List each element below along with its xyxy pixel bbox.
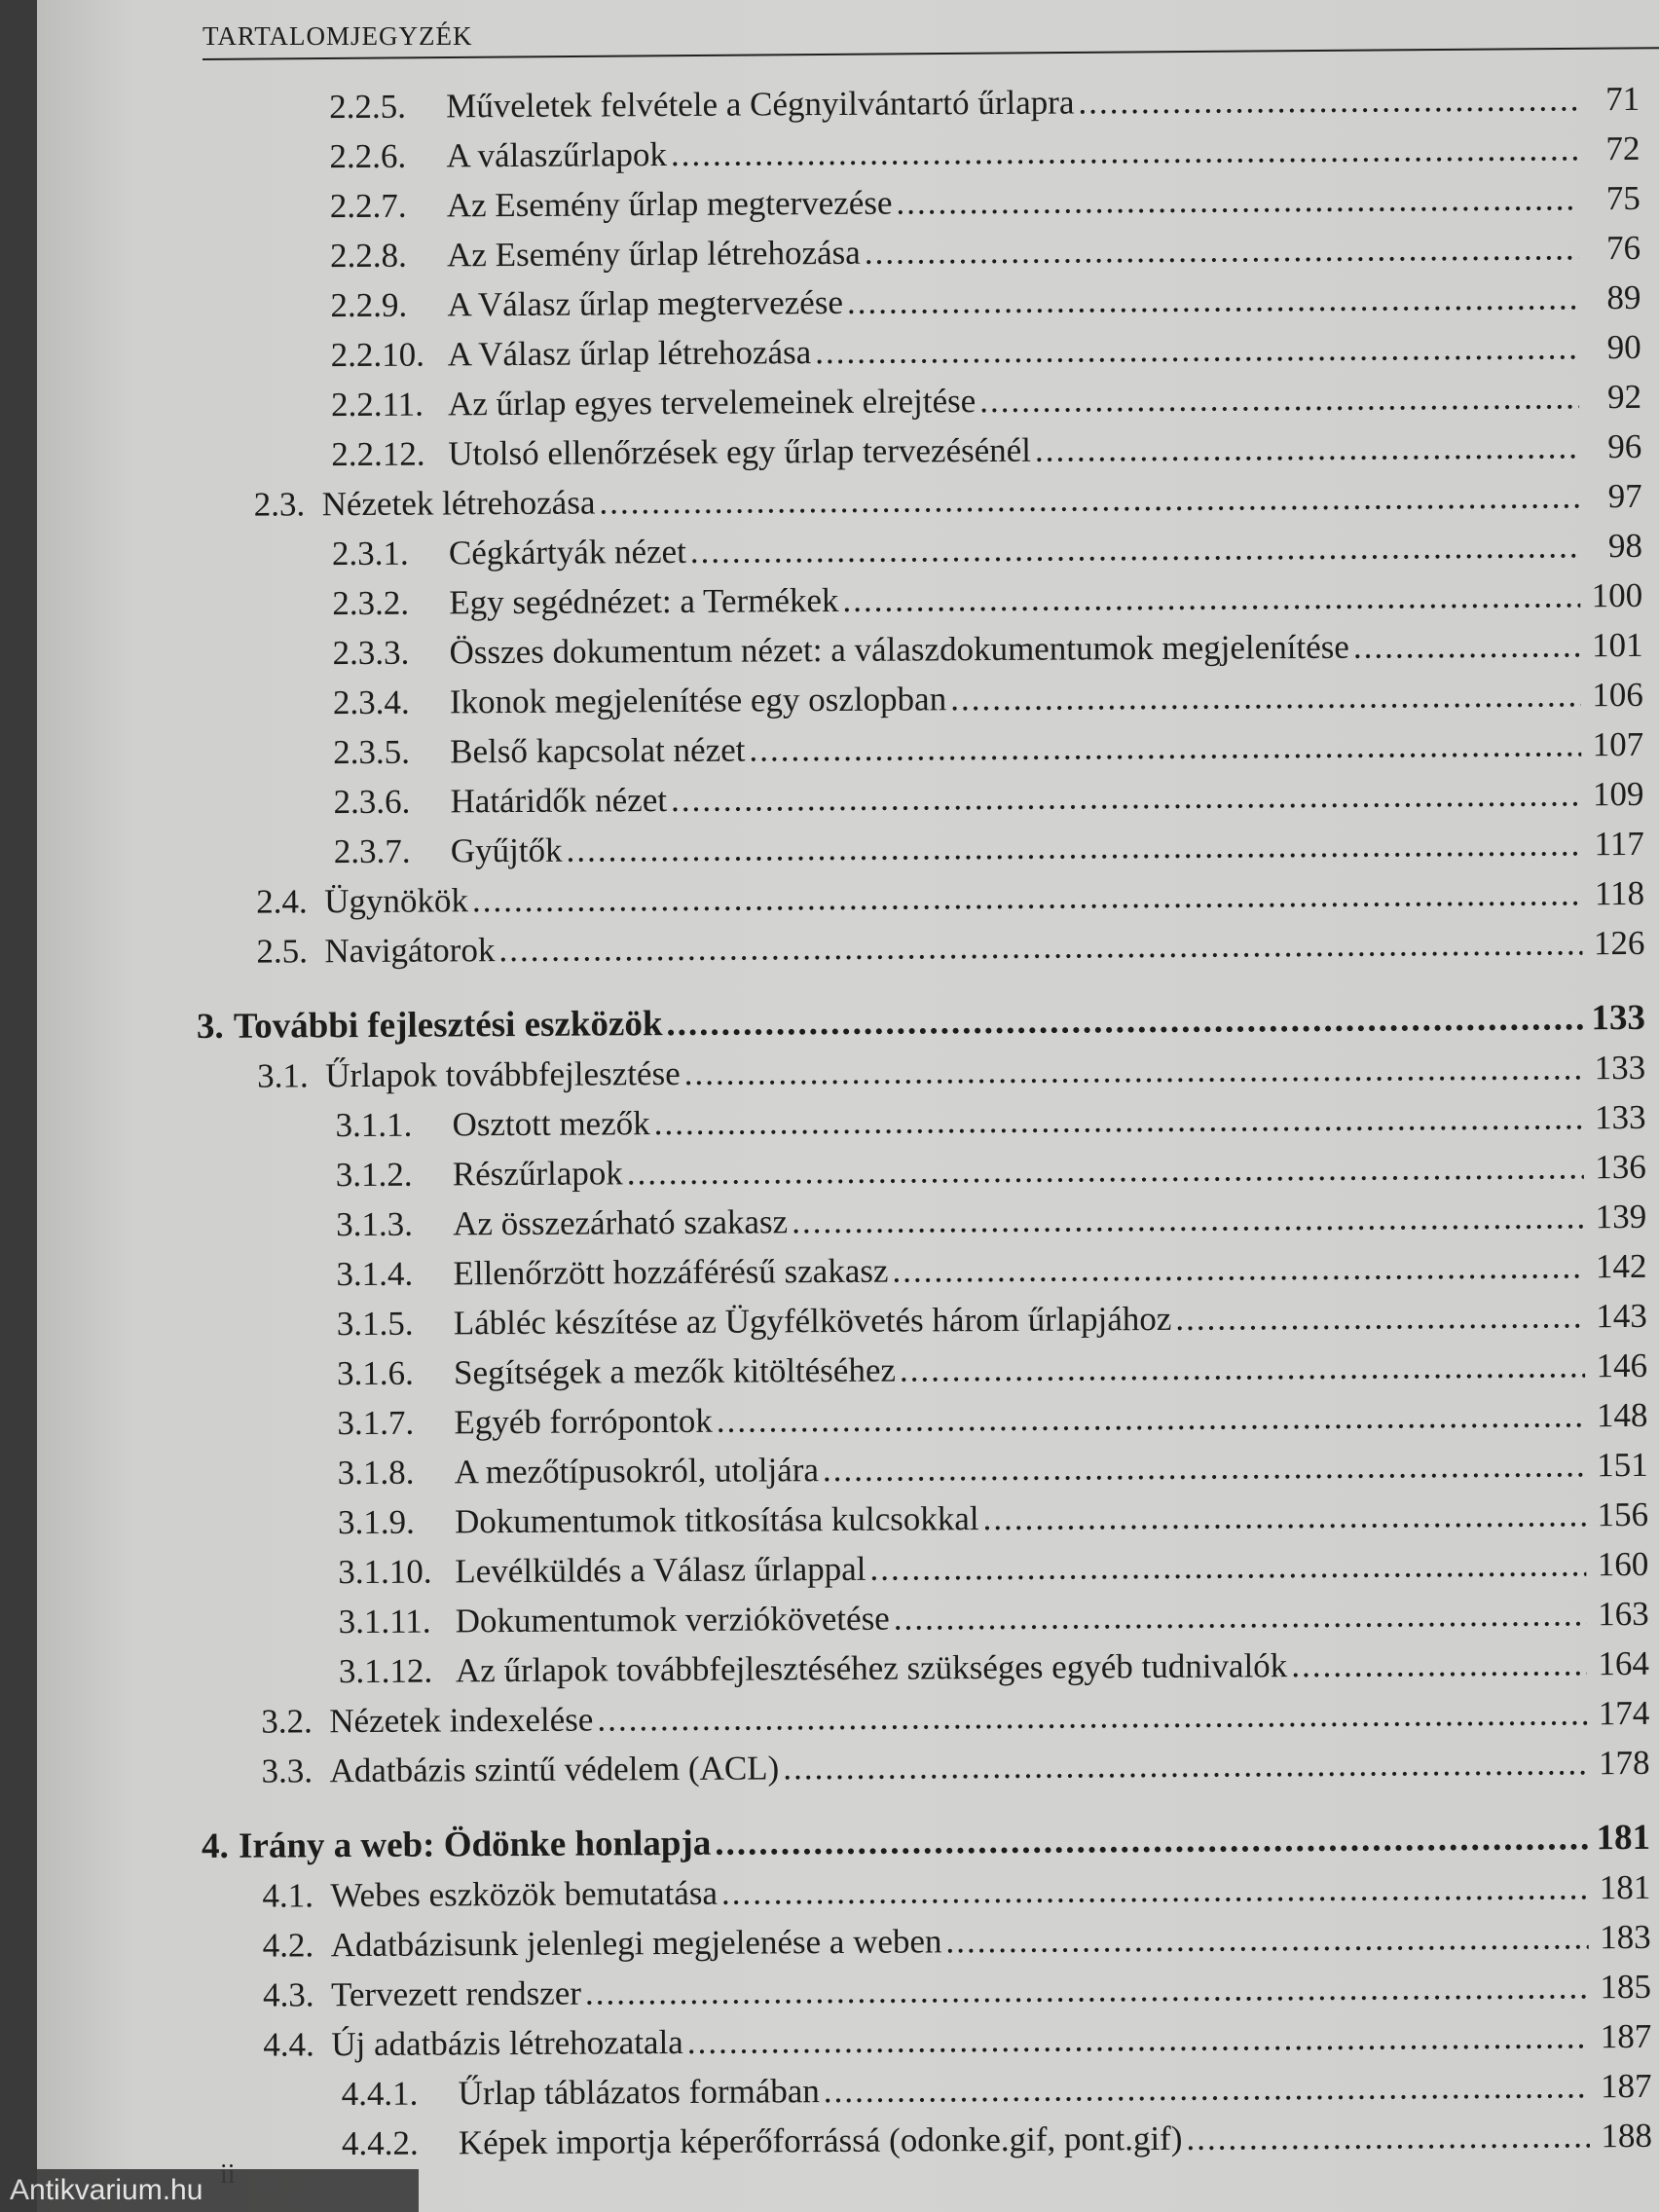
toc-entry-title: Egy segédnézet: a Termékek (449, 580, 839, 622)
toc-entry-page: 181 (1596, 1817, 1651, 1859)
toc-entry-title: Műveletek felvétele a Cégnyilvántartó űrlapra (446, 83, 1075, 126)
toc-entry-title: Dokumentumok verziókövetése (455, 1599, 890, 1641)
toc-entry-number: 3.1.9. (337, 1502, 415, 1542)
toc-entry-number: 2.2.7. (329, 186, 407, 226)
toc-entry-number: 3.1.5. (336, 1304, 414, 1344)
table-of-contents (37, 74, 1659, 2170)
toc-entry-page: 146 (1596, 1346, 1648, 1385)
toc-entry-page: 185 (1600, 1967, 1652, 2007)
toc-entry-number: 2.5. (256, 932, 309, 971)
toc-entry-page: 118 (1594, 873, 1645, 913)
toc-entry-number: 4.4.2. (341, 2123, 419, 2163)
toc-entry-number: 3.1.8. (337, 1453, 415, 1493)
toc-entry-title: Osztott mezők (452, 1104, 650, 1144)
toc-entry-page: 133 (1594, 1097, 1646, 1137)
dot-leader (815, 322, 1579, 377)
toc-entry-title: A Válasz űrlap megtervezése (447, 282, 844, 324)
toc-entry-page: 133 (1594, 1048, 1646, 1088)
toc-entry-number: 3.1.3. (336, 1204, 414, 1244)
toc-entry-page: 151 (1597, 1445, 1648, 1485)
dot-leader (945, 1912, 1589, 1966)
toc-entry-title: Űrlap táblázatos formában (458, 2072, 820, 2113)
toc-entry-title: Webes eszközök bemutatása (330, 1873, 719, 1915)
dot-leader (892, 1241, 1584, 1295)
toc-entry-number: 3.1. (257, 1056, 309, 1095)
toc-entry-page: 178 (1598, 1743, 1650, 1783)
toc-entry-number: 2.3.2. (332, 583, 410, 623)
toc-entry-title: Gyűjtők (450, 830, 563, 870)
toc-entry-number: 3.1.7. (337, 1403, 415, 1443)
dot-leader (900, 1341, 1585, 1394)
toc-entry-title: Navigátorok (324, 931, 496, 971)
toc-entry-title: Cégkártyák nézet (448, 532, 686, 572)
toc-entry-number: 4. (201, 1825, 229, 1867)
dot-leader (896, 173, 1578, 227)
toc-entry-number: 3.2. (261, 1702, 313, 1741)
dot-leader (666, 993, 1583, 1049)
toc-entry-number: 2.2.5. (329, 87, 407, 127)
toc-entry-page: 71 (1605, 79, 1641, 119)
dot-leader (687, 2011, 1590, 2067)
toc-entry-title: Ellenőrzött hozzáférésű szakasz (453, 1251, 889, 1293)
toc-entry-title: Egyéb forrópontok (454, 1401, 713, 1442)
dot-leader (717, 1390, 1586, 1445)
toc-entry-number: 2.2.6. (329, 136, 407, 176)
toc-entry-page: 187 (1600, 2016, 1652, 2056)
toc-entry-page: 106 (1592, 675, 1643, 715)
toc-entry-page: 109 (1592, 774, 1644, 814)
toc-entry-page: 181 (1599, 1867, 1651, 1907)
dot-leader (684, 1043, 1584, 1098)
toc-entry[interactable] (50, 2111, 1659, 2170)
dot-leader (1353, 620, 1581, 671)
toc-entry-number: 2.3. (253, 485, 306, 524)
toc-entry-page: 163 (1598, 1594, 1649, 1634)
toc-entry-title: Belső kapcsolat nézet (450, 730, 746, 771)
dot-leader (979, 372, 1579, 425)
toc-entry-page: 92 (1606, 377, 1642, 417)
toc-entry-title: Lábléc készítése az Ügyfélkövetés három űrlapjához (453, 1299, 1172, 1343)
toc-entry-page: 72 (1605, 129, 1641, 168)
dot-leader (823, 1440, 1586, 1494)
toc-entry-title: Összes dokumentum nézet: a válaszdokumentumok megjelenítése (449, 627, 1350, 672)
dot-leader (869, 1539, 1586, 1593)
running-header: TARTALOMJEGYZÉK (203, 21, 473, 51)
toc-entry[interactable] (47, 1738, 1659, 1797)
toc-entry-title: Nézetek létrehozása (321, 483, 596, 524)
toc-entry-title: Adatbázisunk jelenlegi megjelenése a weben (330, 1922, 942, 1965)
dot-leader (842, 571, 1580, 625)
toc-entry-title: Űrlapok továbbfejlesztése (325, 1053, 681, 1095)
toc-entry-number: 3.1.12. (338, 1651, 433, 1691)
dot-leader (1078, 74, 1577, 127)
toc-entry-number: 4.4.1. (341, 2074, 419, 2114)
toc-entry-title: Dokumentumok titkosítása kulcsokkal (454, 1499, 979, 1541)
toc-entry-title: Ügynökök (324, 881, 469, 921)
toc-entry-number: 3.1.4. (336, 1254, 414, 1294)
toc-entry-title: Képek importja képerőforrássá (odonke.gif, pont.gif) (458, 2119, 1183, 2162)
toc-entry-page: 75 (1605, 178, 1641, 218)
toc-entry-number: 2.3.4. (332, 682, 410, 722)
toc-entry-page: 96 (1607, 426, 1642, 466)
toc-entry-number: 2.3.6. (333, 782, 411, 822)
toc-entry-page: 117 (1594, 824, 1644, 864)
toc-entry-number: 2.2.10. (330, 335, 425, 375)
toc-entry-number: 3.1.10. (338, 1552, 432, 1592)
dot-leader (894, 1589, 1587, 1642)
toc-entry-number: 3.1.2. (335, 1155, 413, 1195)
toc-entry-number: 2.4. (256, 882, 308, 921)
toc-entry-title: Határidők nézet (450, 781, 668, 821)
dot-leader (597, 1688, 1587, 1744)
toc-entry-page: 97 (1607, 476, 1642, 516)
toc-entry-page: 76 (1605, 228, 1641, 268)
toc-entry-number: 2.3.3. (332, 633, 410, 673)
toc-entry-title: A mezőtípusokról, utoljára (454, 1451, 820, 1492)
toc-entry-page: 107 (1592, 724, 1644, 764)
dot-leader (627, 1142, 1584, 1198)
toc-entry-title: Az Esemény űrlap létrehozása (446, 233, 861, 275)
toc-entry-number: 3.1.6. (336, 1353, 414, 1393)
toc-entry-title: Levélküldés a Válasz űrlappal (455, 1549, 866, 1591)
toc-entry-page: 100 (1591, 575, 1643, 615)
toc-entry-number: 3.1.1. (335, 1105, 413, 1145)
toc-entry-title: Irány a web: Ödönke honlapja (238, 1823, 712, 1866)
dot-leader (749, 719, 1581, 774)
toc-entry-title: Adatbázis szintű védelem (ACL) (329, 1749, 780, 1790)
toc-entry-title: Ikonok megjelenítése egy oszlopban (449, 680, 947, 721)
book-page (37, 0, 1659, 2212)
dot-leader (690, 521, 1580, 576)
toc-entry-page: 187 (1600, 2066, 1652, 2106)
toc-entry-page: 164 (1598, 1643, 1650, 1683)
toc-entry[interactable] (42, 918, 1659, 977)
toc-entry-number: 2.3.5. (333, 732, 411, 772)
toc-entry-title: További fejlesztési eszközök (233, 1004, 663, 1047)
toc-entry-page: 160 (1597, 1544, 1649, 1584)
dot-leader (472, 868, 1583, 925)
toc-entry-number: 3. (196, 1006, 224, 1048)
toc-entry-page: 156 (1597, 1494, 1649, 1534)
toc-entry-page: 136 (1595, 1147, 1646, 1187)
dot-leader (824, 2061, 1590, 2116)
dot-leader (498, 918, 1582, 975)
toc-entry-number: 2.2.9. (330, 285, 408, 325)
toc-entry-page: 139 (1595, 1197, 1647, 1236)
toc-entry-page: 188 (1601, 2116, 1653, 2156)
toc-entry-title: Új adatbázis létrehozatala (331, 2022, 683, 2064)
dot-leader (721, 1862, 1589, 1917)
dot-leader (671, 124, 1578, 179)
toc-entry-title: Az Esemény űrlap megtervezése (446, 183, 893, 225)
toc-entry-number: 2.3.7. (333, 831, 411, 871)
toc-entry-page: 101 (1591, 625, 1643, 665)
dot-leader (566, 819, 1582, 874)
toc-entry-title: Az összezárható szakasz (453, 1202, 789, 1243)
toc-entry-number: 4.4. (263, 2025, 314, 2064)
toc-entry-title: Az űrlap egyes tervelemeinek elrejtése (447, 382, 977, 424)
dot-leader (1035, 422, 1580, 474)
dot-leader (1291, 1639, 1587, 1690)
toc-entry-page: 126 (1593, 923, 1645, 963)
dot-leader (671, 769, 1582, 825)
dot-leader (599, 471, 1579, 527)
toc-entry-page: 148 (1596, 1395, 1648, 1435)
dot-leader (654, 1092, 1584, 1148)
toc-entry-page: 90 (1606, 327, 1641, 367)
toc-entry-number: 4.3. (262, 1975, 314, 2014)
toc-entry-number: 2.2.8. (329, 236, 407, 276)
dot-leader (865, 223, 1579, 276)
toc-entry-title: Részűrlapok (452, 1154, 623, 1194)
toc-entry-title: Tervezett rendszer (330, 1973, 582, 2014)
dot-leader (1186, 2111, 1590, 2163)
toc-entry-page: 174 (1598, 1693, 1650, 1733)
toc-entry-number: 4.2. (262, 1926, 314, 1965)
toc-entry-title: Utolsó ellenőrzések egy űrlap tervezésénél (448, 430, 1032, 473)
toc-entry-number: 2.3.1. (331, 534, 409, 573)
toc-entry-page: 143 (1596, 1296, 1647, 1336)
toc-entry-page: 98 (1607, 526, 1643, 566)
toc-entry-number: 3.1.11. (338, 1602, 431, 1641)
toc-entry-page: 133 (1591, 997, 1646, 1039)
dot-leader (792, 1192, 1584, 1246)
dot-leader (783, 1738, 1588, 1792)
dot-leader (715, 1813, 1588, 1867)
toc-entry-title: Nézetek indexelése (329, 1700, 594, 1741)
dot-leader (847, 273, 1579, 327)
watermark: Antikvarium.hu (0, 2169, 419, 2212)
dot-leader (950, 670, 1581, 723)
toc-entry-title: A Válasz űrlap létrehozása (447, 333, 812, 374)
toc-entry-title: Az űrlapok továbbfejlesztéséhez szükséges egyéb tudnivalók (455, 1646, 1288, 1690)
dot-leader (585, 1962, 1589, 2017)
toc-entry-number: 2.2.11. (330, 385, 424, 424)
toc-entry-page: 183 (1600, 1917, 1651, 1957)
toc-entry-page: 142 (1595, 1246, 1647, 1286)
toc-entry-number: 3.3. (261, 1751, 313, 1790)
toc-entry-number: 2.2.12. (331, 434, 425, 474)
toc-entry-number: 4.1. (262, 1876, 313, 1915)
toc-entry-page: 89 (1606, 277, 1641, 317)
toc-entry-title: Segítségek a mezők kitöltéséhez (453, 1350, 897, 1392)
dot-leader (1175, 1291, 1585, 1344)
dot-leader (982, 1490, 1586, 1543)
toc-entry-title: A válaszűrlapok (446, 135, 668, 175)
